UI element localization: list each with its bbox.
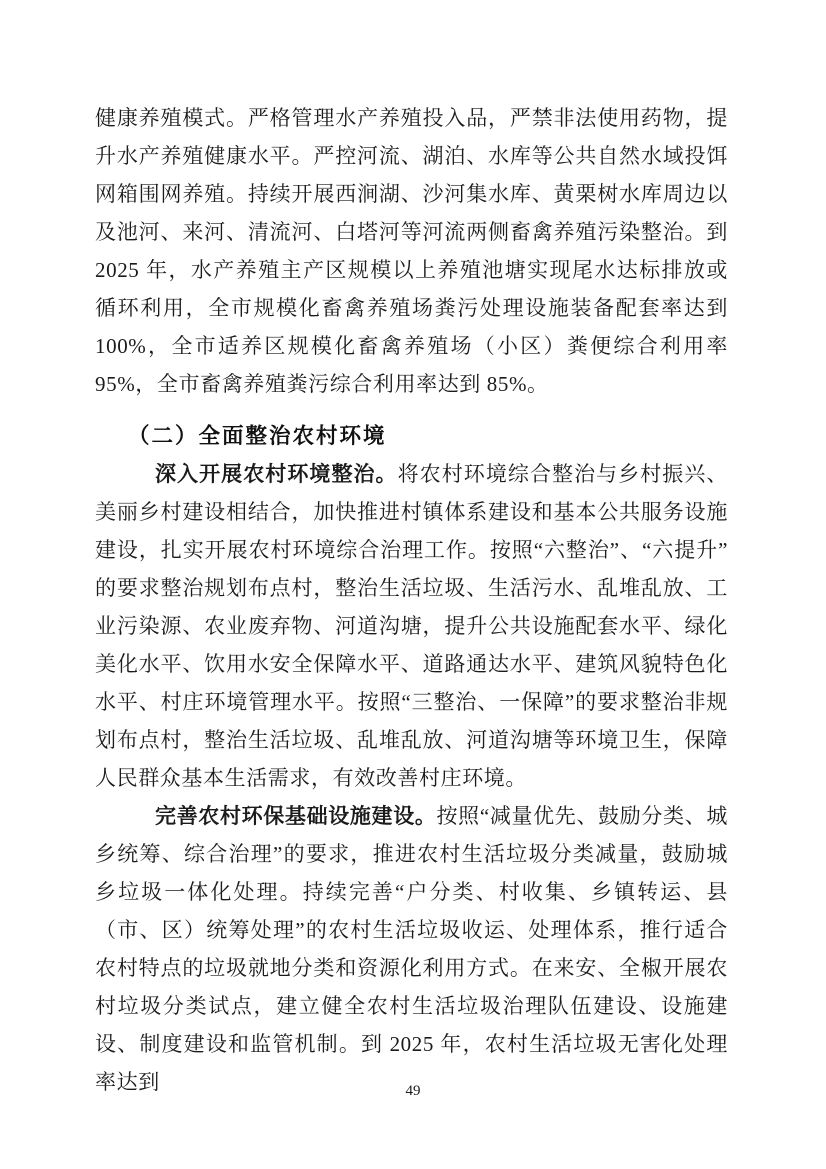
paragraph-lead-bold: 完善农村环保基础设施建设。 — [155, 804, 437, 828]
paragraph-lead-bold: 深入开展农村环境整治。 — [155, 462, 398, 486]
paragraph-infrastructure-improvement — [95, 797, 728, 1101]
paragraph-environment-renovation — [95, 455, 728, 797]
paragraph-text: 将农村环境综合整治与乡村振兴、美丽乡村建设相结合，加快推进村镇体系建设和基本公共服务设施建设，扎实开展农村环境综合治理工作。按照“六整治”、“六提升”的要求整治规划布点村，整治生活垃圾、生活污水、乱堆乱放、工业污染源、农业废弃物、河道沟塘，提升公共设施配套水平、绿化美化水平、饮用水安全保障水平、道路通达水平、建筑风貌特色化水平、村庄环境管理水平。按照“三整治、一保障”的要求整治非规划布点村，整治生活垃圾、乱堆乱放、河道沟塘等环境卫生，保障人民群众基本生活需求，有效改善村庄环境。 — [95, 462, 729, 790]
page-number: 49 — [405, 1083, 421, 1099]
paragraph-aquaculture-continuation — [95, 99, 728, 403]
paragraph-text: 按照“减量优先、鼓励分类、城乡统筹、综合治理”的要求，推进农村生活垃圾分类减量，鼓励城乡垃圾一体化处理。持续完善“户分类、村收集、乡镇转运、县（市、区）统筹处理”的农村生活垃圾收运、处理体系，推行适合农村特点的垃圾就地分类和资源化利用方式。在来安、全椒开展农村垃圾分类试点，建立健全农村生活垃圾治理队伍建设、设施建设、制度建设和监管机制。到 2025 年，农村生活垃圾无害化处理率达到 — [95, 804, 728, 1094]
document-body — [95, 99, 728, 1101]
section-heading-rural-environment: （二）全面整治农村环境 — [128, 424, 387, 448]
paragraph-text: 健康养殖模式。严格管理水产养殖投入品，严禁非法使用药物，提升水产养殖健康水平。严控河流、湖泊、水库等公共自然水域投饵网箱围网养殖。持续开展西涧湖、沙河集水库、黄栗树水库周边以及池河、来河、清流河、白塔河等河流两侧畜禽养殖污染整治。到 2025 年，水产养殖主产区规模以上养殖池塘实现尾水达标排放或循环利用，全市规模化畜禽养殖场粪污处理设施装备配套率达到 100%，全市适养区规模化畜禽养殖场（小区）粪便综合利用率 95%，全市畜禽养殖粪污综合利用率达到 85%。 — [95, 106, 728, 396]
